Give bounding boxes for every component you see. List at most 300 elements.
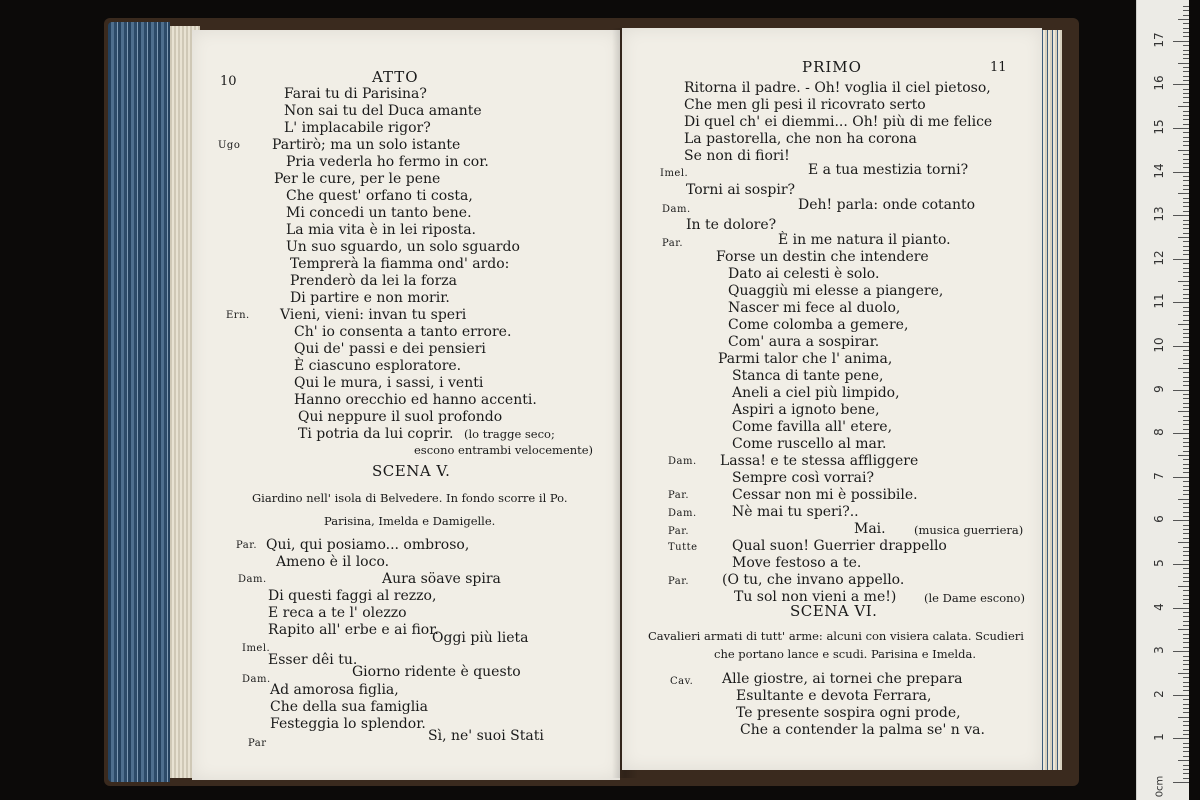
verse-line: Qui, qui posiamo... ombroso,: [266, 537, 470, 553]
ruler-tick: [1183, 769, 1189, 770]
ruler-tick: [1178, 629, 1189, 630]
verse-line: Esultante e devota Ferrara,: [736, 688, 932, 704]
stage-direction: (lo tragge seco;: [464, 427, 555, 441]
ruler-tick: [1183, 442, 1189, 443]
ruler-tick: [1183, 708, 1189, 709]
ruler-tick: [1183, 311, 1189, 312]
ruler-tick: [1183, 320, 1189, 321]
speaker-label: Imel.: [242, 643, 271, 654]
verse-line: Lassa! e te stessa affliggere: [720, 453, 919, 469]
ruler-tick: [1183, 163, 1189, 164]
ruler-number: 14: [1152, 162, 1166, 179]
ruler-tick: [1183, 438, 1189, 439]
ruler-tick: [1183, 372, 1189, 373]
ruler-tick: [1183, 429, 1189, 430]
ruler-tick: [1183, 285, 1189, 286]
ruler-tick: [1173, 738, 1189, 739]
ruler-tick: [1178, 193, 1189, 194]
ruler-tick: [1183, 778, 1189, 779]
right-page: [622, 28, 1042, 770]
ruler-tick: [1183, 660, 1189, 661]
ruler-tick: [1183, 180, 1189, 181]
ruler-tick: [1178, 586, 1189, 587]
ruler-tick: [1183, 289, 1189, 290]
verse-line: Nè mai tu speri?..: [732, 504, 859, 520]
ruler-tick: [1178, 106, 1189, 107]
ruler-tick: [1183, 512, 1189, 513]
ruler-number: 1: [1152, 733, 1166, 742]
verse-line: Per le cure, per le pene: [274, 171, 441, 187]
ruler-tick: [1173, 477, 1189, 478]
ruler-number: 13: [1152, 206, 1166, 222]
ruler-tick: [1183, 211, 1189, 212]
verse-line: Aura söave spira: [382, 571, 501, 587]
verse-line: Qui neppure il suol profondo: [298, 409, 503, 425]
ruler-tick: [1183, 377, 1189, 378]
ruler-tick: [1183, 507, 1189, 508]
right-page-stack: [1040, 30, 1062, 770]
verse-line: Partirò; ma un solo istante: [272, 137, 461, 153]
running-head: ATTO: [372, 68, 419, 86]
ruler-tick: [1183, 451, 1189, 452]
ruler-tick: [1173, 41, 1189, 42]
ruler-tick: [1183, 337, 1189, 338]
ruler-number: 11: [1152, 293, 1166, 310]
ruler-tick: [1183, 595, 1189, 596]
ruler-tick: [1183, 642, 1189, 643]
ruler-tick: [1183, 677, 1189, 678]
ruler-tick: [1183, 751, 1189, 752]
verse-line: È in me natura il pianto.: [778, 232, 951, 248]
ruler-number: 17: [1152, 32, 1166, 48]
ruler-tick: [1183, 185, 1189, 186]
ruler-tick: [1183, 603, 1189, 604]
ruler-tick: [1183, 137, 1189, 138]
speaker-label: Cav.: [670, 676, 694, 687]
ruler-tick: [1183, 599, 1189, 600]
ruler-tick: [1183, 276, 1189, 277]
ruler-tick: [1183, 45, 1189, 46]
ruler-tick: [1183, 638, 1189, 639]
verse-line: Mai.: [854, 521, 886, 537]
ruler-tick: [1183, 616, 1189, 617]
ruler-number: 16: [1152, 75, 1166, 92]
verse-line: Come colomba a gemere,: [728, 317, 909, 333]
ruler-tick: [1183, 625, 1189, 626]
ruler-tick: [1183, 581, 1189, 582]
ruler-tick: [1178, 673, 1189, 674]
ruler-tick: [1183, 664, 1189, 665]
verse-line: Ad amorosa figlia,: [270, 682, 399, 698]
ruler-tick: [1183, 145, 1189, 146]
ruler-tick: [1183, 241, 1189, 242]
ruler-tick: [1183, 547, 1189, 548]
speaker-label: Par: [248, 738, 267, 749]
ruler-number: 15: [1152, 119, 1166, 135]
ruler-tick: [1183, 10, 1189, 11]
ruler-tick: [1183, 124, 1189, 125]
ruler-tick: [1183, 76, 1189, 77]
ruler-tick: [1183, 446, 1189, 447]
verse-line: Che quest' orfano ti costa,: [286, 188, 473, 204]
verse-line: Sempre così vorrai?: [732, 470, 874, 486]
speaker-label: Dam.: [668, 456, 697, 467]
ruler-tick: [1173, 433, 1189, 434]
ruler-tick: [1183, 67, 1189, 68]
ruler-number: 6: [1152, 515, 1166, 524]
ruler-tick: [1183, 734, 1189, 735]
ruler-tick: [1183, 159, 1189, 160]
verse-line: Qui le mura, i sassi, i venti: [294, 375, 484, 391]
ruler-tick: [1183, 233, 1189, 234]
ruler-tick: [1183, 119, 1189, 120]
ruler-tick: [1183, 71, 1189, 72]
verse-line: Prenderò da lei la forza: [290, 273, 457, 289]
verse-line: Quaggiù mi elesse a piangere,: [728, 283, 944, 299]
ruler-tick: [1183, 97, 1189, 98]
ruler-tick: [1183, 669, 1189, 670]
ruler-tick: [1183, 80, 1189, 81]
ruler-tick: [1183, 54, 1189, 55]
ruler-tick: [1173, 520, 1189, 521]
ruler-tick: [1183, 50, 1189, 51]
verse-line: Aneli a ciel più limpido,: [732, 385, 900, 401]
verse-line: Qual suon! Guerrier drappello: [732, 538, 947, 554]
ruler-tick: [1183, 32, 1189, 33]
ruler-tick: [1183, 272, 1189, 273]
ruler-tick: [1183, 464, 1189, 465]
verse-line: Tu sol non vieni a me!): [734, 589, 897, 605]
verse-line: Alle giostre, ai tornei che prepara: [722, 671, 963, 687]
verse-line: Te presente sospira ogni prode,: [736, 705, 961, 721]
ruler-tick: [1183, 721, 1189, 722]
ruler-unit-label: 0cm: [1154, 775, 1166, 798]
ruler-tick: [1183, 15, 1189, 16]
verse-line: (O tu, che invano appello.: [722, 572, 905, 588]
ruler-tick: [1183, 577, 1189, 578]
speaker-label: Par.: [668, 526, 690, 537]
ruler-tick: [1183, 481, 1189, 482]
ruler-tick: [1173, 390, 1189, 391]
ruler-tick: [1173, 346, 1189, 347]
ruler-tick: [1183, 263, 1189, 264]
verse-line: Come favilla all' etere,: [732, 419, 893, 435]
ruler-tick: [1183, 363, 1189, 364]
speaker-label: Dam.: [662, 204, 691, 215]
scene-setting: che portano lance e scudi. Parisina e Imelda.: [714, 647, 976, 661]
verse-line: E a tua mestizia torni?: [808, 162, 969, 178]
ruler-tick: [1173, 608, 1189, 609]
ruler-tick: [1183, 704, 1189, 705]
scene-setting: Cavalieri armati di tutt' arme: alcuni con visiera calata. Scudieri: [648, 629, 1024, 643]
ruler-tick: [1183, 141, 1189, 142]
ruler-tick: [1183, 350, 1189, 351]
speaker-label: Par.: [662, 238, 684, 249]
speaker-label: Ern.: [226, 310, 250, 321]
verse-line: Cessar non mi è possibile.: [732, 487, 918, 503]
ruler-tick: [1183, 773, 1189, 774]
ruler-tick: [1183, 416, 1189, 417]
ruler-tick: [1183, 333, 1189, 334]
ruler-tick: [1183, 568, 1189, 569]
ruler-tick: [1173, 695, 1189, 696]
ruler-tick: [1183, 403, 1189, 404]
speaker-label: Imel.: [660, 168, 689, 179]
ruler-tick: [1183, 224, 1189, 225]
ruler-tick: [1183, 459, 1189, 460]
verse-line: Aspiri a ignoto bene,: [732, 402, 880, 418]
verse-line: Hanno orecchio ed hanno accenti.: [294, 392, 537, 408]
ruler-tick: [1183, 533, 1189, 534]
scene-heading: SCENA VI.: [790, 602, 878, 620]
speaker-label: Par.: [668, 576, 690, 587]
ruler-tick: [1183, 102, 1189, 103]
ruler-tick: [1173, 302, 1189, 303]
ruler-tick: [1183, 560, 1189, 561]
stage-direction: (musica guerriera): [914, 523, 1024, 537]
ruler-tick: [1183, 682, 1189, 683]
ruler-tick: [1183, 503, 1189, 504]
ruler-tick: [1183, 690, 1189, 691]
speaker-label: Dam.: [242, 674, 271, 685]
verse-line: Temprerà la fiamma ond' ardo:: [290, 256, 510, 272]
ruler-tick: [1173, 564, 1189, 565]
verse-line: Un suo sguardo, un solo sguardo: [286, 239, 520, 255]
ruler-tick: [1183, 424, 1189, 425]
scene-heading: SCENA V.: [372, 462, 451, 480]
ruler-tick: [1173, 172, 1189, 173]
verse-line: Giorno ridente è questo: [352, 664, 521, 680]
ruler-number: 3: [1152, 646, 1166, 655]
verse-line: Di questi faggi al rezzo,: [268, 588, 437, 604]
ruler-tick: [1183, 712, 1189, 713]
ruler-tick: [1173, 84, 1189, 85]
ruler-tick: [1183, 294, 1189, 295]
verse-line: Se non di fiori!: [684, 148, 790, 164]
ruler-tick: [1183, 329, 1189, 330]
ruler-tick: [1183, 573, 1189, 574]
speaker-label: Dam.: [238, 574, 267, 585]
ruler-tick: [1183, 93, 1189, 94]
ruler-number: 8: [1152, 428, 1166, 437]
running-head: PRIMO: [802, 58, 862, 76]
ruler-tick: [1183, 621, 1189, 622]
ruler-tick: [1183, 298, 1189, 299]
marbled-page-edges: [108, 22, 170, 782]
speaker-label: Tutte: [668, 542, 698, 553]
verse-line: Non sai tu del Duca amante: [284, 103, 482, 119]
ruler-tick: [1178, 411, 1189, 412]
ruler-tick: [1183, 220, 1189, 221]
verse-line: La pastorella, che non ha corona: [684, 131, 917, 147]
verse-line: In te dolore?: [686, 217, 777, 233]
ruler-tick: [1183, 132, 1189, 133]
ruler-tick: [1183, 468, 1189, 469]
ruler-tick: [1183, 490, 1189, 491]
ruler-tick: [1173, 128, 1189, 129]
speaker-label: Par.: [668, 490, 690, 501]
ruler-tick: [1183, 385, 1189, 386]
ruler-tick: [1183, 730, 1189, 731]
ruler-tick: [1183, 699, 1189, 700]
ruler-tick: [1183, 612, 1189, 613]
ruler-tick: [1183, 198, 1189, 199]
ruler-tick: [1173, 651, 1189, 652]
ruler-tick: [1183, 472, 1189, 473]
ruler-tick: [1183, 743, 1189, 744]
ruler-tick: [1183, 394, 1189, 395]
verse-line: E reca a te l' olezzo: [268, 605, 407, 621]
ruler-tick: [1183, 647, 1189, 648]
ruler-tick: [1183, 516, 1189, 517]
ruler-number: 10: [1152, 337, 1166, 353]
ruler-tick: [1183, 525, 1189, 526]
verse-line: Oggi più lieta: [432, 630, 529, 646]
ruler-tick: [1178, 760, 1189, 761]
verse-line: Esser dêi tu.: [268, 652, 358, 668]
ruler-tick: [1183, 202, 1189, 203]
ruler-tick: [1183, 315, 1189, 316]
ruler-tick: [1183, 420, 1189, 421]
verse-line: Mi concedi un tanto bene.: [286, 205, 472, 221]
verse-line: Qui de' passi e dei pensieri: [294, 341, 486, 357]
ruler-tick: [1183, 189, 1189, 190]
ruler-tick: [1178, 324, 1189, 325]
ruler-tick: [1183, 307, 1189, 308]
ruler-tick: [1183, 176, 1189, 177]
ruler-number: 9: [1152, 384, 1166, 393]
ruler-tick: [1183, 111, 1189, 112]
ruler-tick: [1178, 455, 1189, 456]
ruler-tick: [1183, 58, 1189, 59]
ruler-tick: [1183, 268, 1189, 269]
ruler-tick: [1183, 115, 1189, 116]
verse-line: Di partire e non morir.: [290, 290, 450, 306]
ruler-tick: [1178, 150, 1189, 151]
verse-line: Vieni, vieni: invan tu speri: [280, 307, 467, 323]
verse-line: Stanca di tante pene,: [732, 368, 884, 384]
ruler-tick: [1178, 19, 1189, 20]
ruler-number: 5: [1152, 559, 1166, 567]
stage-direction: escono entrambi velocemente): [414, 443, 594, 457]
ruler-tick: [1183, 36, 1189, 37]
ruler-number: 4: [1152, 602, 1166, 611]
ruler-tick: [1183, 167, 1189, 168]
verse-line: Torni ai sospir?: [686, 182, 796, 198]
ruler-tick: [1178, 63, 1189, 64]
verse-line: Che della sua famiglia: [270, 699, 429, 715]
ruler-tick: [1183, 89, 1189, 90]
verse-line: Festeggia lo splendor.: [270, 716, 426, 732]
page-number: 10: [220, 74, 237, 89]
ruler-tick: [1183, 254, 1189, 255]
verse-line: Ameno è il loco.: [276, 554, 390, 570]
ruler-tick: [1183, 538, 1189, 539]
ruler-tick: [1183, 747, 1189, 748]
verse-line: È ciascuno esploratore.: [294, 358, 462, 374]
ruler-tick: [1178, 542, 1189, 543]
ruler-tick: [1183, 23, 1189, 24]
verse-line: Parmi talor che l' anima,: [718, 351, 893, 367]
ruler-tick: [1183, 634, 1189, 635]
ruler-number: 2: [1152, 689, 1166, 698]
verse-line: Che men gli pesi il ricovrato serto: [684, 97, 926, 113]
ruler-tick: [1183, 154, 1189, 155]
ruler-tick: [1183, 206, 1189, 207]
ruler-tick: [1183, 342, 1189, 343]
ruler-tick: [1183, 725, 1189, 726]
ruler-tick: [1183, 355, 1189, 356]
ruler-tick: [1183, 590, 1189, 591]
ruler-tick: [1183, 398, 1189, 399]
speaker-label: Dam.: [668, 508, 697, 519]
verse-line: Farai tu di Parisina?: [284, 86, 427, 102]
measuring-ruler: [1136, 0, 1189, 800]
verse-line: Com' aura a sospirar.: [728, 334, 880, 350]
speaker-label: Ugo: [218, 140, 241, 151]
verse-line: Ti potria da lui coprir.: [298, 426, 454, 442]
ruler-tick: [1178, 368, 1189, 369]
ruler-tick: [1183, 656, 1189, 657]
ruler-tick: [1183, 494, 1189, 495]
scene-characters: Parisina, Imelda e Damigelle.: [324, 514, 496, 528]
ruler-tick: [1173, 259, 1189, 260]
ruler-tick: [1183, 765, 1189, 766]
ruler-tick: [1173, 782, 1189, 783]
ruler-tick: [1178, 237, 1189, 238]
verse-line: Dato ai celesti è solo.: [728, 266, 880, 282]
ruler-tick: [1183, 359, 1189, 360]
ruler-tick: [1183, 686, 1189, 687]
ruler-tick: [1183, 555, 1189, 556]
ruler-tick: [1183, 381, 1189, 382]
verse-line: Di quel ch' ei diemmi... Oh! più di me felice: [684, 114, 993, 130]
ruler-number: 12: [1152, 250, 1166, 266]
stage-direction: (le Dame escono): [924, 591, 1025, 605]
verse-line: Rapito all' erbe e ai fior.: [268, 622, 439, 638]
verse-line: Ritorna il padre. - Oh! voglia il ciel pietoso,: [684, 80, 991, 96]
speaker-label: Par.: [236, 540, 258, 551]
ruler-tick: [1183, 486, 1189, 487]
verse-line: Come ruscello al mar.: [732, 436, 887, 452]
ruler-tick: [1183, 551, 1189, 552]
ruler-tick: [1178, 281, 1189, 282]
verse-line: L' implacabile rigor?: [284, 120, 431, 136]
verse-line: Ch' io consenta a tanto errore.: [294, 324, 512, 340]
verse-line: Deh! parla: onde cotanto: [798, 197, 976, 213]
ruler-tick: [1183, 6, 1189, 7]
ruler-tick: [1178, 717, 1189, 718]
ruler-tick: [1183, 407, 1189, 408]
ruler-tick: [1183, 28, 1189, 29]
left-page: [192, 30, 620, 780]
verse-line: Pria vederla ho fermo in cor.: [286, 154, 489, 170]
ruler-tick: [1183, 228, 1189, 229]
ruler-number: 7: [1152, 471, 1166, 480]
ruler-tick: [1183, 529, 1189, 530]
verse-line: Sì, ne' suoi Stati: [428, 728, 544, 744]
verse-line: Move festoso a te.: [732, 555, 862, 571]
verse-line: Forse un destin che intendere: [716, 249, 929, 265]
ruler-tick: [1178, 499, 1189, 500]
verse-line: Che a contender la palma se' n va.: [740, 722, 985, 738]
verse-line: Nascer mi fece al duolo,: [728, 300, 901, 316]
scene-setting: Giardino nell' isola di Belvedere. In fondo scorre il Po.: [252, 491, 568, 505]
ruler-tick: [1183, 246, 1189, 247]
page-number: 11: [990, 60, 1007, 75]
ruler-tick: [1183, 756, 1189, 757]
ruler-tick: [1183, 250, 1189, 251]
